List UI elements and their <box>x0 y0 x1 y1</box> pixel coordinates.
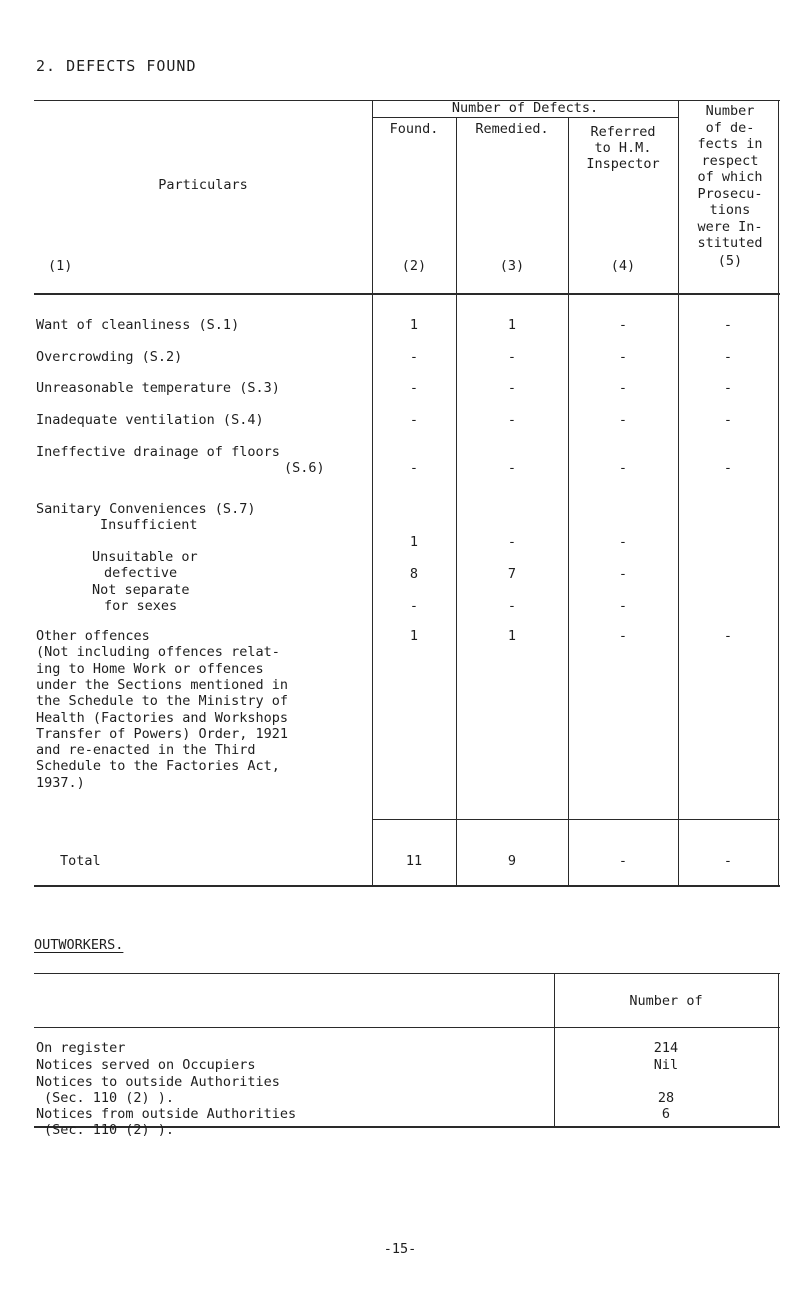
col-divider-2 <box>456 117 457 887</box>
other-offences-label-line: the Schedule to the Ministry of <box>36 693 288 710</box>
header-bottom-border <box>34 293 780 295</box>
other-offences-label-line: Other offences <box>36 628 150 644</box>
outworkers-header-border <box>34 1027 780 1028</box>
sanitary-heading: Sanitary Conveniences (S.7) <box>36 501 256 517</box>
sanitary-sub-row-found: 1 <box>409 534 419 550</box>
group-header-underline <box>372 117 678 118</box>
table-row-prosecutions: - <box>723 460 733 476</box>
sanitary-sub-row-remedied: - <box>507 534 517 550</box>
sanitary-sub-row-referred: - <box>618 598 628 614</box>
col-remedied-header: Remedied. <box>475 121 549 137</box>
outworkers-row-value: 6 <box>661 1106 671 1122</box>
outworkers-header: Number of <box>629 993 703 1009</box>
table-row-remedied: - <box>507 349 517 365</box>
col-prosecutions-header-line: respect <box>701 152 759 169</box>
table-row-remedied: - <box>507 412 517 428</box>
outworkers-row-value: Nil <box>653 1057 679 1073</box>
col-prosecutions-number: (5) <box>717 253 743 269</box>
table-row-label: Want of cleanliness (S.1) <box>36 317 240 333</box>
table-row-label: Ineffective drainage of floors <box>36 444 280 460</box>
table-row-referred: - <box>618 412 628 428</box>
table-row-remedied: - <box>507 380 517 396</box>
total-top-border <box>372 819 780 820</box>
col-prosecutions-header-line: of de- <box>705 119 755 136</box>
col-referred-header-line: Referred <box>590 124 656 140</box>
table-row-prosecutions: - <box>723 349 733 365</box>
col-prosecutions-header-line: fects in <box>697 136 763 152</box>
sanitary-sub-row-found: 8 <box>409 566 419 582</box>
section-title: 2. DEFECTS FOUND <box>36 57 197 75</box>
outworkers-row-label: (Sec. 110 (2) ). <box>44 1090 175 1106</box>
sanitary-sub-row-label: Not separate <box>92 582 190 598</box>
col-prosecutions-header-line: Prosecu- <box>697 185 763 202</box>
col-referred-number: (4) <box>610 258 636 274</box>
table-row-prosecutions: - <box>723 317 733 333</box>
sanitary-sub-row-found: - <box>409 598 419 614</box>
other-offences-label-line: Health (Factories and Workshops <box>36 709 288 726</box>
table-row-referred: - <box>618 349 628 365</box>
other-offences-label-line: (Not including offences relat- <box>36 644 280 661</box>
other-offences-label-line: Transfer of Powers) Order, 1921 <box>36 725 288 742</box>
outworkers-row-label: Notices to outside Authorities <box>36 1074 280 1090</box>
total-found: 11 <box>405 853 423 869</box>
total-remedied: 9 <box>507 853 517 869</box>
outworkers-row-label: On register <box>36 1040 126 1056</box>
other-offences-prosecutions: - <box>723 628 733 644</box>
outworkers-row-label: (Sec. 110 (2) ). <box>44 1122 175 1138</box>
table-row-label: Overcrowding (S.2) <box>36 349 183 365</box>
table-right-border <box>778 100 779 887</box>
col-prosecutions-header-line: tions <box>709 202 751 218</box>
outworkers-right-border <box>778 973 779 1126</box>
table-row-referred: - <box>618 317 628 333</box>
other-offences-remedied: 1 <box>507 628 517 644</box>
table-row-label: (S.6) <box>284 460 325 476</box>
sanitary-sub-row-referred: - <box>618 566 628 582</box>
table-row-remedied: 1 <box>507 317 517 333</box>
col-referred-header-line: to H.M. <box>594 140 652 156</box>
col-prosecutions-header-line: were In- <box>697 218 763 235</box>
other-offences-label-line: ing to Home Work or offences <box>36 660 264 677</box>
col-prosecutions-header-line: of which <box>697 169 763 185</box>
sanitary-sub-row-referred: - <box>618 534 628 550</box>
table-row-label: Inadequate ventilation (S.4) <box>36 412 264 428</box>
table-row-found: 1 <box>409 317 419 333</box>
other-offences-label-line: under the Sections mentioned in <box>36 676 288 693</box>
page-number: -15- <box>383 1241 417 1257</box>
table-row-referred: - <box>618 460 628 476</box>
table-row-found: - <box>409 349 419 365</box>
other-offences-label-line: Schedule to the Factories Act, <box>36 758 280 775</box>
col-prosecutions-header-line: stituted <box>697 235 763 251</box>
col-divider-4 <box>678 100 679 887</box>
col-found-number: (2) <box>401 258 427 274</box>
col-referred-header-line: Inspector <box>586 156 660 172</box>
col-particulars-header: Particulars <box>158 177 248 193</box>
sanitary-sub-row-label: Unsuitable or <box>92 549 198 565</box>
table-row-referred: - <box>618 380 628 396</box>
total-prosecutions: - <box>723 853 733 869</box>
outworkers-top-border <box>34 973 780 974</box>
outworkers-row-label: Notices served on Occupiers <box>36 1057 256 1073</box>
sanitary-sub-row-label: defective <box>104 565 178 581</box>
sanitary-sub-row-remedied: 7 <box>507 566 517 582</box>
table-row-found: - <box>409 412 419 428</box>
total-label: Total <box>60 853 101 869</box>
sanitary-sub-row-label: Insufficient <box>100 517 198 533</box>
table-row-prosecutions: - <box>723 380 733 396</box>
table-row-remedied: - <box>507 460 517 476</box>
other-offences-label-line: 1937.) <box>36 774 85 791</box>
sanitary-sub-row-label: for sexes <box>104 598 178 614</box>
col-divider-1 <box>372 100 373 887</box>
group-header: Number of Defects. <box>451 100 599 116</box>
table-row-found: - <box>409 460 419 476</box>
table-row-label: Unreasonable temperature (S.3) <box>36 380 280 396</box>
col-divider-3 <box>568 117 569 887</box>
other-offences-label-line: and re-enacted in the Third <box>36 742 256 759</box>
sanitary-sub-row-remedied: - <box>507 598 517 614</box>
total-referred: - <box>618 853 628 869</box>
table-bottom-border <box>34 885 780 887</box>
outworkers-title: OUTWORKERS. <box>34 937 124 953</box>
table-row-found: - <box>409 380 419 396</box>
col-remedied-number: (3) <box>499 258 525 274</box>
table-row-prosecutions: - <box>723 412 733 428</box>
other-offences-referred: - <box>618 628 628 644</box>
col-particulars-number: (1) <box>48 258 73 274</box>
outworkers-row-value: 214 <box>653 1040 679 1056</box>
outworkers-row-label: Notices from outside Authorities <box>36 1106 297 1122</box>
col-prosecutions-header-line: Number <box>705 103 755 119</box>
other-offences-found: 1 <box>409 628 419 644</box>
outworkers-row-value: 28 <box>657 1090 675 1106</box>
col-found-header: Found. <box>389 121 439 137</box>
